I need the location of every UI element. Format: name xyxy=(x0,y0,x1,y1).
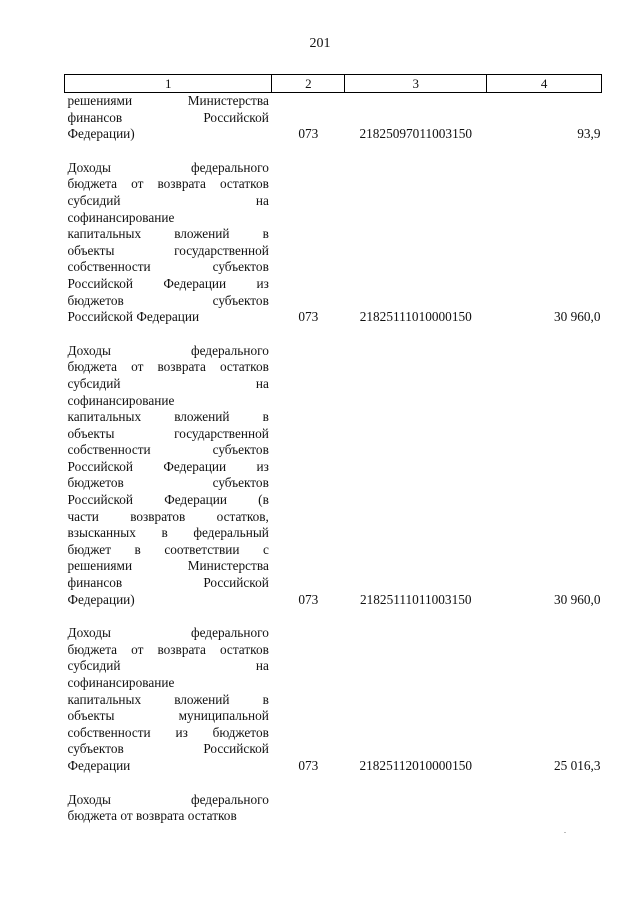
revenue-description xyxy=(65,160,272,326)
description-line: бюджета от возврата остатков xyxy=(67,359,269,375)
description-line: Российской Федерации из xyxy=(67,275,269,291)
description-line: Доходы федерального xyxy=(67,342,269,358)
administrator-code: 073 xyxy=(298,591,319,607)
description-line: Российской Федерации (в xyxy=(67,492,269,508)
budget-classification-code: 21825111011003150 xyxy=(359,591,472,607)
administrator-code: 073 xyxy=(298,126,319,142)
description-line: Российской Федерации xyxy=(67,309,200,325)
description-line: Доходы федерального xyxy=(67,625,269,641)
budget-classification-code: 21825111010000150 xyxy=(359,309,472,325)
column-header-2: 2 xyxy=(272,75,345,93)
table-header-row xyxy=(65,75,602,93)
description-line: решениями Министерства xyxy=(67,558,269,574)
description-line: объекты государственной xyxy=(67,242,269,258)
row-spacer xyxy=(65,608,602,625)
description-line: объекты муниципальной xyxy=(67,708,269,724)
row-spacer xyxy=(65,143,602,160)
scan-speck xyxy=(564,832,566,833)
budget-classification-code: 21825112010000150 xyxy=(359,757,473,773)
amount-value: 93,9 xyxy=(577,126,601,142)
description-line: собственности из бюджетов xyxy=(67,724,269,740)
description-line: Федерации) xyxy=(67,126,135,142)
revenue-description xyxy=(65,625,272,774)
administrator-code: 073 xyxy=(298,309,319,325)
description-line: бюджетов субъектов xyxy=(67,475,269,491)
revenue-description xyxy=(65,343,272,609)
row-spacer-cell xyxy=(65,326,602,343)
description-line: капитальных вложений в xyxy=(67,409,269,425)
description-line: бюджета от возврата остатков xyxy=(67,641,269,657)
table-row xyxy=(65,93,602,143)
description-line: бюджета от возврата остатков xyxy=(67,808,237,824)
amount-value: 30 960,0 xyxy=(553,591,601,607)
description-line: софинансирование xyxy=(67,675,175,690)
description-line: Доходы федерального xyxy=(67,791,269,807)
description-line: взысканных в федеральный xyxy=(67,525,269,541)
table-row xyxy=(65,792,602,825)
page-number: 201 xyxy=(309,36,331,51)
description-line: части возвратов остатков, xyxy=(67,508,269,524)
description-line: Федерации) xyxy=(67,591,135,607)
description-line: субсидий на xyxy=(67,375,269,391)
description-line: Доходы федерального xyxy=(67,159,269,175)
amount-value: 30 960,0 xyxy=(553,309,601,325)
description-line: софинансирование xyxy=(67,209,175,225)
description-line: бюджетов субъектов xyxy=(67,292,269,308)
description-line: Федерации xyxy=(67,757,131,773)
description-line: собственности субъектов xyxy=(67,442,269,458)
description-line: субъектов Российской xyxy=(67,741,269,757)
revenue-table xyxy=(64,74,602,825)
column-header-3: 3 xyxy=(345,75,487,93)
revenue-description xyxy=(65,93,272,143)
budget-classification-code xyxy=(345,792,487,825)
column-header-4: 4 xyxy=(487,75,602,93)
row-spacer-cell xyxy=(65,143,602,160)
row-spacer-cell xyxy=(65,608,602,625)
description-line: финансов Российской xyxy=(67,575,269,591)
table-row xyxy=(65,343,602,609)
description-line: капитальных вложений в xyxy=(67,691,269,707)
description-line: бюджет в соответствии с xyxy=(67,541,269,557)
budget-classification-code: 21825097011003150 xyxy=(359,126,473,142)
description-line: Российской Федерации из xyxy=(67,458,269,474)
row-spacer xyxy=(65,326,602,343)
column-header-1: 1 xyxy=(65,75,272,93)
row-spacer-cell xyxy=(65,775,602,792)
row-spacer xyxy=(65,775,602,792)
table-row xyxy=(65,625,602,774)
revenue-description xyxy=(65,792,272,825)
administrator-code xyxy=(272,792,345,825)
amount-value: 25 016,3 xyxy=(553,757,601,773)
administrator-code: 073 xyxy=(298,757,319,773)
table-row xyxy=(65,160,602,326)
table-body xyxy=(65,93,602,825)
description-line: субсидий на xyxy=(67,658,269,674)
description-line: финансов Российской xyxy=(67,109,269,125)
description-line: решениями Министерства xyxy=(67,93,269,108)
description-line: объекты государственной xyxy=(67,425,269,441)
amount-value xyxy=(487,792,602,825)
description-line: капитальных вложений в xyxy=(67,226,269,242)
description-line: субсидий на xyxy=(67,192,269,208)
description-line: софинансирование xyxy=(67,392,175,408)
description-line: бюджета от возврата остатков xyxy=(67,176,269,192)
description-line: собственности субъектов xyxy=(67,259,269,275)
